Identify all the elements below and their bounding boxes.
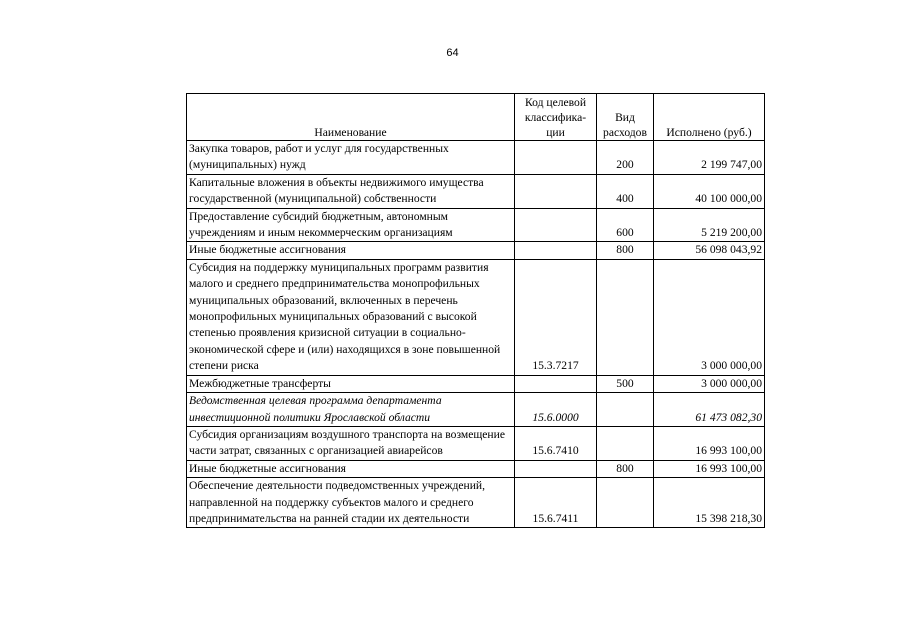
row-amount: 16 993 100,00 [654,426,765,460]
row-type: 800 [597,242,654,259]
row-code: 15.6.0000 [515,393,597,427]
row-code [515,460,597,477]
table-header-row [187,94,765,141]
row-amount: 61 473 082,30 [654,393,765,427]
header-name: Наименование [187,94,515,141]
row-amount: 15 398 218,30 [654,478,765,528]
row-type: 200 [597,141,654,175]
header-type: Вид расходов [597,94,654,141]
row-name: Межбюджетные трансферты [187,375,515,392]
row-code: 15.6.7410 [515,426,597,460]
row-amount: 3 000 000,00 [654,259,765,375]
row-code [515,174,597,208]
row-type: 400 [597,174,654,208]
row-amount: 56 098 043,92 [654,242,765,259]
table-row [187,426,765,460]
table-row [187,208,765,242]
header-code: Код целевой классифика-ции [515,94,597,141]
row-code [515,208,597,242]
page-number: 64 [446,47,459,59]
row-name: Субсидия организациям воздушного транспорта на возмещение части затрат, связанных с организацией авиарейсов [187,426,515,460]
row-code: 15.3.7217 [515,259,597,375]
row-type [597,426,654,460]
row-type: 500 [597,375,654,392]
row-name: Иные бюджетные ассигнования [187,242,515,259]
table-row [187,242,765,259]
table-row [187,259,765,375]
row-type [597,393,654,427]
row-name: Закупка товаров, работ и услуг для государственных (муниципальных) нужд [187,141,515,175]
row-amount: 2 199 747,00 [654,141,765,175]
table-row [187,478,765,528]
table-row [187,375,765,392]
row-type [597,478,654,528]
row-type: 800 [597,460,654,477]
row-name: Ведомственная целевая программа департамента инвестиционной политики Ярославской области [187,393,515,427]
row-code [515,141,597,175]
row-code [515,375,597,392]
table-row [187,393,765,427]
row-amount: 5 219 200,00 [654,208,765,242]
row-amount: 40 100 000,00 [654,174,765,208]
row-name: Предоставление субсидий бюджетным, автономным учреждениям и иным некоммерческим организациям [187,208,515,242]
row-code [515,242,597,259]
row-name: Капитальные вложения в объекты недвижимого имущества государственной (муниципальной) собственности [187,174,515,208]
row-code: 15.6.7411 [515,478,597,528]
header-amount: Исполнено (руб.) [654,94,765,141]
row-amount: 3 000 000,00 [654,375,765,392]
row-type [597,259,654,375]
expenditure-table [186,93,765,528]
row-amount: 16 993 100,00 [654,460,765,477]
row-name: Субсидия на поддержку муниципальных программ развития малого и среднего предпринимательства монопрофильных муниципальных образований, включенных в перечень монопрофильных муниципальных образований с высокой степенью проявления кризисной ситуации в социально-экономической сфере и (или) находящихся в зоне повышенной степени риска [187,259,515,375]
table-row [187,460,765,477]
table-row [187,174,765,208]
row-type: 600 [597,208,654,242]
row-name: Иные бюджетные ассигнования [187,460,515,477]
row-name: Обеспечение деятельности подведомственных учреждений, направленной на поддержку субъектов малого и среднего предпринимательства на ранней стадии их деятельности [187,478,515,528]
table-row [187,141,765,175]
